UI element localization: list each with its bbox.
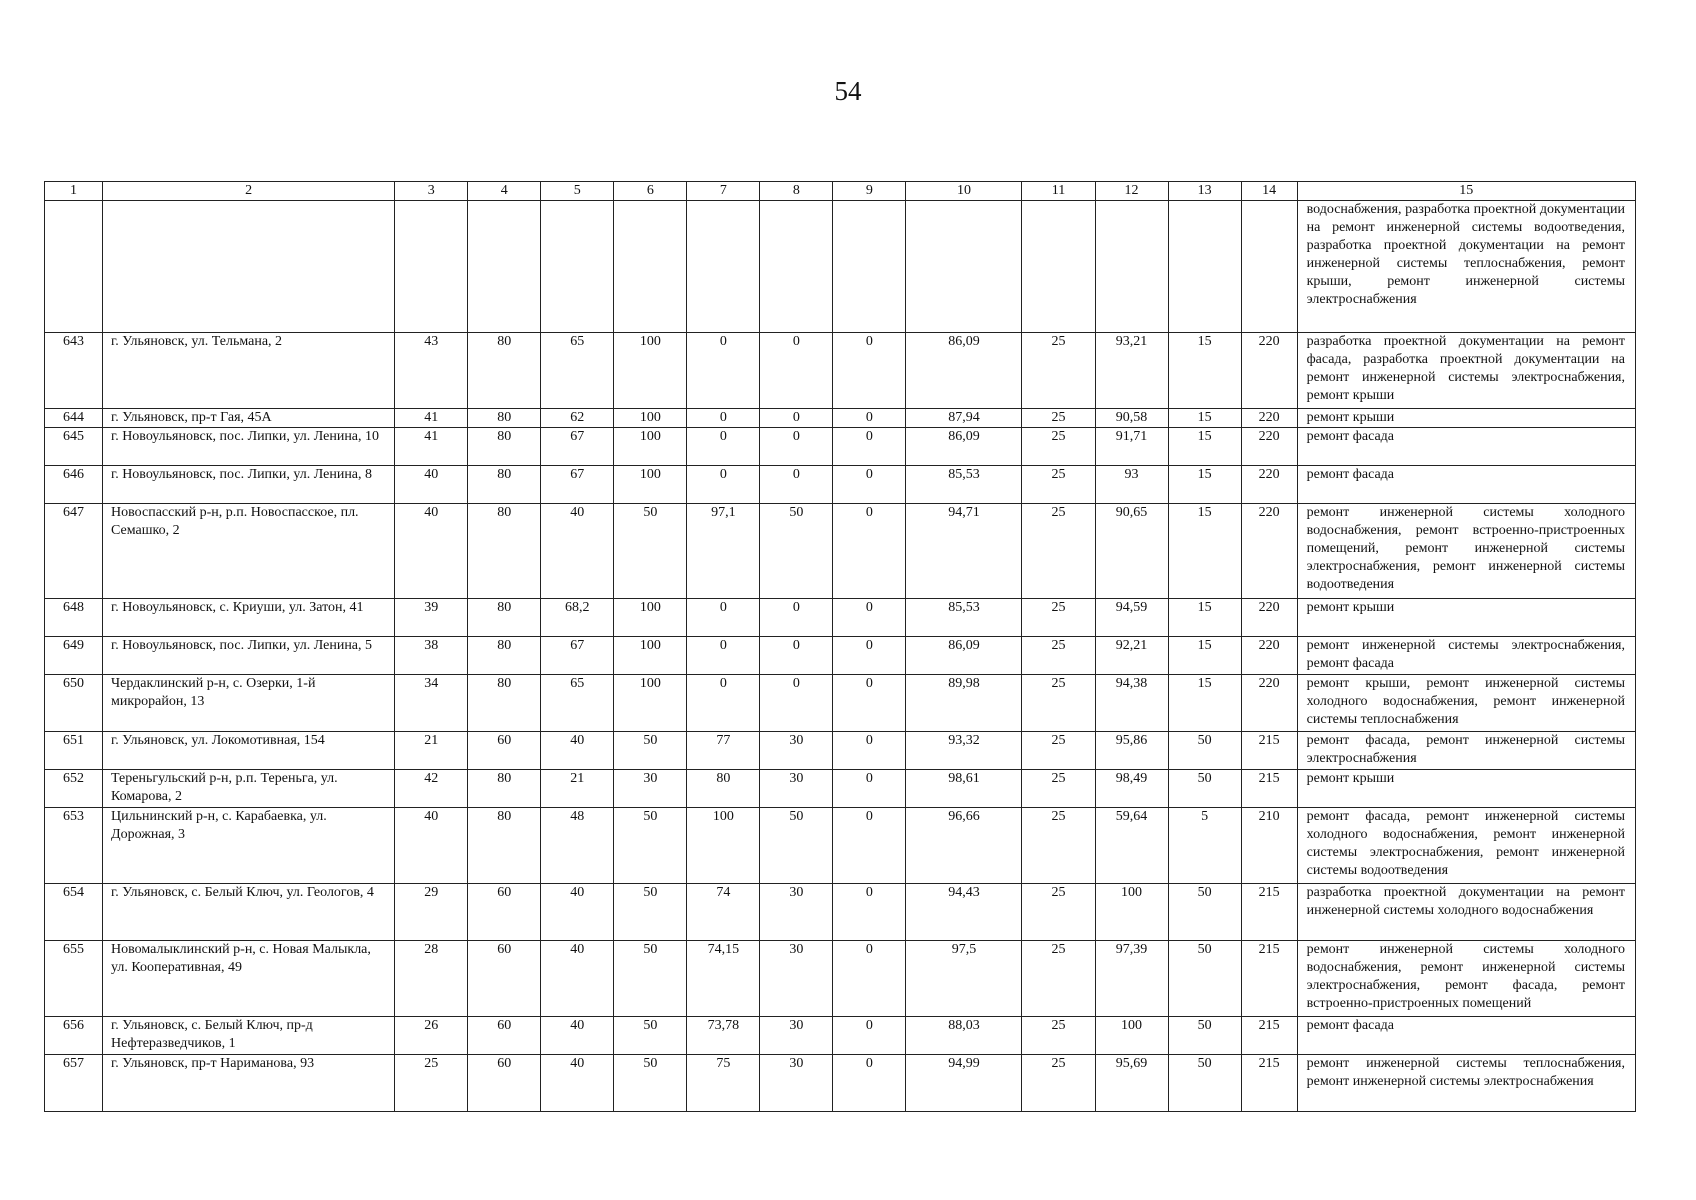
row-address: г. Ульяновск, пр-т Гая, 45А bbox=[103, 409, 395, 428]
cell-col-12: 93 bbox=[1095, 466, 1168, 504]
cell-col-13: 15 bbox=[1168, 409, 1241, 428]
row-number: 646 bbox=[45, 466, 103, 504]
table-row bbox=[45, 504, 1636, 599]
table-row bbox=[45, 201, 1636, 333]
row-address: г. Новоульяновск, с. Криуши, ул. Затон, 41 bbox=[103, 599, 395, 637]
row-address: г. Новоульяновск, пос. Липки, ул. Ленина, 10 bbox=[103, 428, 395, 466]
cell-col-11: 25 bbox=[1022, 637, 1095, 675]
cell-col-11: 25 bbox=[1022, 941, 1095, 1017]
row-work-description: ремонт фасада, ремонт инженерной системы электроснабжения bbox=[1297, 732, 1635, 770]
cell-col-8: 0 bbox=[760, 637, 833, 675]
row-address: г. Ульяновск, ул. Локомотивная, 154 bbox=[103, 732, 395, 770]
cell-col-3: 28 bbox=[395, 941, 468, 1017]
row-work-description: ремонт крыши bbox=[1297, 599, 1635, 637]
column-header: 13 bbox=[1168, 182, 1241, 201]
cell-col-4: 80 bbox=[468, 599, 541, 637]
cell-col-9: 0 bbox=[833, 732, 906, 770]
cell-col-4: 80 bbox=[468, 770, 541, 808]
cell-col-7: 0 bbox=[687, 333, 760, 409]
cell-col-5: 62 bbox=[541, 409, 614, 428]
cell-col-10: 86,09 bbox=[906, 428, 1022, 466]
row-address: Тереньгульский р-н, р.п. Тереньга, ул. Комарова, 2 bbox=[103, 770, 395, 808]
cell-col-10: 88,03 bbox=[906, 1017, 1022, 1055]
cell-col-11: 25 bbox=[1022, 409, 1095, 428]
cell-col-12: 95,69 bbox=[1095, 1055, 1168, 1112]
table-row bbox=[45, 884, 1636, 941]
cell-col-6: 50 bbox=[614, 1055, 687, 1112]
cell-col-4: 80 bbox=[468, 409, 541, 428]
row-address: г. Новоульяновск, пос. Липки, ул. Ленина, 5 bbox=[103, 637, 395, 675]
cell-col-10: 85,53 bbox=[906, 599, 1022, 637]
cell-col-11: 25 bbox=[1022, 333, 1095, 409]
cell-col-13: 15 bbox=[1168, 637, 1241, 675]
cell-col-3 bbox=[395, 201, 468, 333]
table-row bbox=[45, 1055, 1636, 1112]
cell-col-14: 215 bbox=[1241, 732, 1297, 770]
cell-col-5: 40 bbox=[541, 732, 614, 770]
cell-col-7: 74,15 bbox=[687, 941, 760, 1017]
cell-col-12: 100 bbox=[1095, 884, 1168, 941]
cell-col-3: 25 bbox=[395, 1055, 468, 1112]
cell-col-6: 100 bbox=[614, 637, 687, 675]
cell-col-14: 220 bbox=[1241, 637, 1297, 675]
cell-col-6: 50 bbox=[614, 1017, 687, 1055]
cell-col-10: 96,66 bbox=[906, 808, 1022, 884]
cell-col-9: 0 bbox=[833, 770, 906, 808]
cell-col-14: 220 bbox=[1241, 504, 1297, 599]
cell-col-12: 92,21 bbox=[1095, 637, 1168, 675]
table-row bbox=[45, 333, 1636, 409]
row-address: Цильнинский р-н, с. Карабаевка, ул. Дорожная, 3 bbox=[103, 808, 395, 884]
table-row bbox=[45, 732, 1636, 770]
row-number: 656 bbox=[45, 1017, 103, 1055]
cell-col-7: 97,1 bbox=[687, 504, 760, 599]
cell-col-7: 0 bbox=[687, 675, 760, 732]
cell-col-10: 85,53 bbox=[906, 466, 1022, 504]
cell-col-12: 91,71 bbox=[1095, 428, 1168, 466]
cell-col-4: 60 bbox=[468, 732, 541, 770]
row-work-description: ремонт фасада bbox=[1297, 1017, 1635, 1055]
cell-col-13: 50 bbox=[1168, 732, 1241, 770]
row-work-description: ремонт инженерной системы холодного водоснабжения, ремонт инженерной системы электроснабжения, ремонт фасада, ремонт встроенно-пристроенных помещений bbox=[1297, 941, 1635, 1017]
cell-col-7: 100 bbox=[687, 808, 760, 884]
cell-col-7: 74 bbox=[687, 884, 760, 941]
cell-col-5: 65 bbox=[541, 675, 614, 732]
page-number: 54 bbox=[834, 76, 862, 106]
cell-col-9: 0 bbox=[833, 808, 906, 884]
cell-col-5: 67 bbox=[541, 428, 614, 466]
cell-col-7: 77 bbox=[687, 732, 760, 770]
cell-col-4: 60 bbox=[468, 884, 541, 941]
cell-col-7: 0 bbox=[687, 637, 760, 675]
cell-col-10: 87,94 bbox=[906, 409, 1022, 428]
row-number: 648 bbox=[45, 599, 103, 637]
cell-col-7: 75 bbox=[687, 1055, 760, 1112]
row-work-description: ремонт крыши, ремонт инженерной системы холодного водоснабжения, ремонт инженерной системы теплоснабжения bbox=[1297, 675, 1635, 732]
cell-col-14: 215 bbox=[1241, 770, 1297, 808]
cell-col-13: 15 bbox=[1168, 333, 1241, 409]
row-number: 657 bbox=[45, 1055, 103, 1112]
cell-col-7 bbox=[687, 201, 760, 333]
table-row bbox=[45, 675, 1636, 732]
cell-col-6: 50 bbox=[614, 808, 687, 884]
cell-col-13 bbox=[1168, 201, 1241, 333]
cell-col-13: 15 bbox=[1168, 504, 1241, 599]
cell-col-3: 38 bbox=[395, 637, 468, 675]
cell-col-12: 93,21 bbox=[1095, 333, 1168, 409]
row-work-description: ремонт крыши bbox=[1297, 409, 1635, 428]
cell-col-8: 0 bbox=[760, 428, 833, 466]
cell-col-3: 40 bbox=[395, 808, 468, 884]
cell-col-14: 215 bbox=[1241, 1055, 1297, 1112]
table-row bbox=[45, 808, 1636, 884]
cell-col-9 bbox=[833, 201, 906, 333]
cell-col-9: 0 bbox=[833, 675, 906, 732]
row-work-description: ремонт инженерной системы холодного водоснабжения, ремонт встроенно-пристроенных помещений, ремонт инженерной системы электроснабжения, ремонт инженерной системы водоотведения bbox=[1297, 504, 1635, 599]
cell-col-4: 60 bbox=[468, 941, 541, 1017]
row-address: г. Новоульяновск, пос. Липки, ул. Ленина, 8 bbox=[103, 466, 395, 504]
cell-col-8: 50 bbox=[760, 808, 833, 884]
cell-col-9: 0 bbox=[833, 637, 906, 675]
cell-col-14: 215 bbox=[1241, 1017, 1297, 1055]
column-header: 4 bbox=[468, 182, 541, 201]
cell-col-10: 93,32 bbox=[906, 732, 1022, 770]
cell-col-3: 40 bbox=[395, 466, 468, 504]
cell-col-6: 50 bbox=[614, 884, 687, 941]
row-address: г. Ульяновск, с. Белый Ключ, пр-д Нефтеразведчиков, 1 bbox=[103, 1017, 395, 1055]
cell-col-4: 60 bbox=[468, 1055, 541, 1112]
cell-col-14: 215 bbox=[1241, 884, 1297, 941]
row-work-description: ремонт инженерной системы теплоснабжения, ремонт инженерной системы электроснабжения bbox=[1297, 1055, 1635, 1112]
column-header: 3 bbox=[395, 182, 468, 201]
row-address: Чердаклинский р-н, с. Озерки, 1-й микрорайон, 13 bbox=[103, 675, 395, 732]
cell-col-11: 25 bbox=[1022, 884, 1095, 941]
row-work-description: разработка проектной документации на ремонт фасада, разработка проектной документации на ремонт инженерной системы электроснабжения, ремонт крыши bbox=[1297, 333, 1635, 409]
row-number: 655 bbox=[45, 941, 103, 1017]
cell-col-10: 94,71 bbox=[906, 504, 1022, 599]
cell-col-14: 220 bbox=[1241, 675, 1297, 732]
cell-col-14: 215 bbox=[1241, 941, 1297, 1017]
cell-col-5: 67 bbox=[541, 466, 614, 504]
row-address: Новомалыклинский р-н, с. Новая Малыкла, ул. Кооперативная, 49 bbox=[103, 941, 395, 1017]
cell-col-7: 0 bbox=[687, 466, 760, 504]
column-header: 10 bbox=[906, 182, 1022, 201]
cell-col-8: 0 bbox=[760, 333, 833, 409]
cell-col-14 bbox=[1241, 201, 1297, 333]
row-work-description: разработка проектной документации на ремонт инженерной системы холодного водоснабжения bbox=[1297, 884, 1635, 941]
cell-col-13: 5 bbox=[1168, 808, 1241, 884]
cell-col-14: 220 bbox=[1241, 333, 1297, 409]
cell-col-10 bbox=[906, 201, 1022, 333]
cell-col-5: 40 bbox=[541, 1055, 614, 1112]
table-row bbox=[45, 637, 1636, 675]
row-address: Новоспасский р-н, р.п. Новоспасское, пл. Семашко, 2 bbox=[103, 504, 395, 599]
column-header: 14 bbox=[1241, 182, 1297, 201]
cell-col-3: 29 bbox=[395, 884, 468, 941]
cell-col-8: 0 bbox=[760, 409, 833, 428]
cell-col-12: 90,65 bbox=[1095, 504, 1168, 599]
cell-col-11: 25 bbox=[1022, 466, 1095, 504]
row-number: 643 bbox=[45, 333, 103, 409]
cell-col-4: 80 bbox=[468, 466, 541, 504]
row-address: г. Ульяновск, ул. Тельмана, 2 bbox=[103, 333, 395, 409]
row-number: 653 bbox=[45, 808, 103, 884]
cell-col-13: 15 bbox=[1168, 675, 1241, 732]
column-header: 7 bbox=[687, 182, 760, 201]
cell-col-6: 50 bbox=[614, 941, 687, 1017]
cell-col-12: 94,59 bbox=[1095, 599, 1168, 637]
cell-col-12: 97,39 bbox=[1095, 941, 1168, 1017]
cell-col-14: 220 bbox=[1241, 409, 1297, 428]
cell-col-9: 0 bbox=[833, 466, 906, 504]
row-work-description: ремонт крыши bbox=[1297, 770, 1635, 808]
cell-col-6: 100 bbox=[614, 409, 687, 428]
cell-col-4: 80 bbox=[468, 504, 541, 599]
cell-col-3: 40 bbox=[395, 504, 468, 599]
row-address: г. Ульяновск, с. Белый Ключ, ул. Геологов, 4 bbox=[103, 884, 395, 941]
row-number: 645 bbox=[45, 428, 103, 466]
cell-col-14: 220 bbox=[1241, 428, 1297, 466]
cell-col-4 bbox=[468, 201, 541, 333]
cell-col-9: 0 bbox=[833, 428, 906, 466]
cell-col-4: 80 bbox=[468, 808, 541, 884]
cell-col-9: 0 bbox=[833, 1017, 906, 1055]
cell-col-8: 0 bbox=[760, 466, 833, 504]
cell-col-5: 21 bbox=[541, 770, 614, 808]
cell-col-14: 210 bbox=[1241, 808, 1297, 884]
cell-col-12 bbox=[1095, 201, 1168, 333]
cell-col-6: 100 bbox=[614, 466, 687, 504]
cell-col-12: 90,58 bbox=[1095, 409, 1168, 428]
cell-col-10: 86,09 bbox=[906, 333, 1022, 409]
cell-col-11: 25 bbox=[1022, 732, 1095, 770]
cell-col-3: 21 bbox=[395, 732, 468, 770]
cell-col-11: 25 bbox=[1022, 770, 1095, 808]
cell-col-13: 15 bbox=[1168, 466, 1241, 504]
cell-col-5: 40 bbox=[541, 1017, 614, 1055]
cell-col-6: 50 bbox=[614, 732, 687, 770]
cell-col-4: 80 bbox=[468, 675, 541, 732]
cell-col-3: 41 bbox=[395, 428, 468, 466]
row-work-description: водоснабжения, разработка проектной документации на ремонт инженерной системы водоотведения, разработка проектной документации на ремонт инженерной системы теплоснабжения, ремонт крыши, ремонт инженерной системы электроснабжения bbox=[1297, 201, 1635, 333]
cell-col-4: 80 bbox=[468, 333, 541, 409]
cell-col-8: 30 bbox=[760, 1055, 833, 1112]
cell-col-10: 98,61 bbox=[906, 770, 1022, 808]
data-table bbox=[44, 181, 1636, 1112]
row-work-description: ремонт фасада, ремонт инженерной системы холодного водоснабжения, ремонт инженерной системы электроснабжения, ремонт инженерной системы водоотведения bbox=[1297, 808, 1635, 884]
table-row bbox=[45, 466, 1636, 504]
cell-col-11: 25 bbox=[1022, 1017, 1095, 1055]
cell-col-6 bbox=[614, 201, 687, 333]
cell-col-9: 0 bbox=[833, 333, 906, 409]
cell-col-11: 25 bbox=[1022, 675, 1095, 732]
column-header: 6 bbox=[614, 182, 687, 201]
cell-col-13: 15 bbox=[1168, 428, 1241, 466]
cell-col-12: 100 bbox=[1095, 1017, 1168, 1055]
cell-col-3: 41 bbox=[395, 409, 468, 428]
cell-col-6: 50 bbox=[614, 504, 687, 599]
cell-col-4: 80 bbox=[468, 428, 541, 466]
cell-col-10: 86,09 bbox=[906, 637, 1022, 675]
column-header: 5 bbox=[541, 182, 614, 201]
cell-col-6: 100 bbox=[614, 599, 687, 637]
row-number: 649 bbox=[45, 637, 103, 675]
cell-col-5: 67 bbox=[541, 637, 614, 675]
cell-col-9: 0 bbox=[833, 884, 906, 941]
cell-col-9: 0 bbox=[833, 1055, 906, 1112]
cell-col-9: 0 bbox=[833, 941, 906, 1017]
table-row bbox=[45, 409, 1636, 428]
cell-col-13: 50 bbox=[1168, 884, 1241, 941]
cell-col-13: 50 bbox=[1168, 1017, 1241, 1055]
cell-col-8: 0 bbox=[760, 675, 833, 732]
table-row bbox=[45, 1017, 1636, 1055]
cell-col-8 bbox=[760, 201, 833, 333]
cell-col-6: 100 bbox=[614, 428, 687, 466]
row-address: г. Ульяновск, пр-т Нариманова, 93 bbox=[103, 1055, 395, 1112]
cell-col-7: 73,78 bbox=[687, 1017, 760, 1055]
row-number: 652 bbox=[45, 770, 103, 808]
column-header: 11 bbox=[1022, 182, 1095, 201]
column-header: 8 bbox=[760, 182, 833, 201]
cell-col-9: 0 bbox=[833, 409, 906, 428]
cell-col-10: 94,99 bbox=[906, 1055, 1022, 1112]
table-row bbox=[45, 599, 1636, 637]
cell-col-10: 89,98 bbox=[906, 675, 1022, 732]
column-header-row bbox=[45, 182, 1636, 201]
row-work-description: ремонт инженерной системы электроснабжения, ремонт фасада bbox=[1297, 637, 1635, 675]
cell-col-6: 100 bbox=[614, 333, 687, 409]
cell-col-8: 30 bbox=[760, 941, 833, 1017]
cell-col-9: 0 bbox=[833, 599, 906, 637]
cell-col-8: 30 bbox=[760, 1017, 833, 1055]
cell-col-8: 30 bbox=[760, 732, 833, 770]
cell-col-10: 97,5 bbox=[906, 941, 1022, 1017]
cell-col-6: 30 bbox=[614, 770, 687, 808]
cell-col-13: 15 bbox=[1168, 599, 1241, 637]
column-header: 15 bbox=[1297, 182, 1635, 201]
cell-col-12: 59,64 bbox=[1095, 808, 1168, 884]
column-header: 1 bbox=[45, 182, 103, 201]
cell-col-5: 48 bbox=[541, 808, 614, 884]
cell-col-4: 60 bbox=[468, 1017, 541, 1055]
cell-col-11: 25 bbox=[1022, 428, 1095, 466]
row-number: 650 bbox=[45, 675, 103, 732]
cell-col-3: 42 bbox=[395, 770, 468, 808]
cell-col-12: 94,38 bbox=[1095, 675, 1168, 732]
cell-col-5: 68,2 bbox=[541, 599, 614, 637]
row-number: 654 bbox=[45, 884, 103, 941]
cell-col-13: 50 bbox=[1168, 1055, 1241, 1112]
row-number: 651 bbox=[45, 732, 103, 770]
table-row bbox=[45, 428, 1636, 466]
table-body bbox=[45, 201, 1636, 1112]
cell-col-12: 98,49 bbox=[1095, 770, 1168, 808]
cell-col-3: 34 bbox=[395, 675, 468, 732]
row-address bbox=[103, 201, 395, 333]
cell-col-14: 220 bbox=[1241, 599, 1297, 637]
cell-col-14: 220 bbox=[1241, 466, 1297, 504]
cell-col-10: 94,43 bbox=[906, 884, 1022, 941]
cell-col-8: 50 bbox=[760, 504, 833, 599]
cell-col-3: 43 bbox=[395, 333, 468, 409]
cell-col-5: 65 bbox=[541, 333, 614, 409]
cell-col-8: 0 bbox=[760, 599, 833, 637]
row-work-description: ремонт фасада bbox=[1297, 466, 1635, 504]
cell-col-11: 25 bbox=[1022, 1055, 1095, 1112]
cell-col-11: 25 bbox=[1022, 808, 1095, 884]
row-number: 644 bbox=[45, 409, 103, 428]
cell-col-11 bbox=[1022, 201, 1095, 333]
cell-col-5: 40 bbox=[541, 504, 614, 599]
column-header: 12 bbox=[1095, 182, 1168, 201]
cell-col-3: 26 bbox=[395, 1017, 468, 1055]
cell-col-6: 100 bbox=[614, 675, 687, 732]
cell-col-11: 25 bbox=[1022, 599, 1095, 637]
row-work-description: ремонт фасада bbox=[1297, 428, 1635, 466]
cell-col-7: 0 bbox=[687, 409, 760, 428]
cell-col-13: 50 bbox=[1168, 941, 1241, 1017]
cell-col-11: 25 bbox=[1022, 504, 1095, 599]
cell-col-5: 40 bbox=[541, 884, 614, 941]
table-row bbox=[45, 770, 1636, 808]
cell-col-4: 80 bbox=[468, 637, 541, 675]
cell-col-3: 39 bbox=[395, 599, 468, 637]
cell-col-8: 30 bbox=[760, 884, 833, 941]
cell-col-12: 95,86 bbox=[1095, 732, 1168, 770]
cell-col-5: 40 bbox=[541, 941, 614, 1017]
row-number: 647 bbox=[45, 504, 103, 599]
cell-col-7: 80 bbox=[687, 770, 760, 808]
cell-col-7: 0 bbox=[687, 599, 760, 637]
cell-col-7: 0 bbox=[687, 428, 760, 466]
column-header: 9 bbox=[833, 182, 906, 201]
cell-col-9: 0 bbox=[833, 504, 906, 599]
cell-col-13: 50 bbox=[1168, 770, 1241, 808]
table-row bbox=[45, 941, 1636, 1017]
cell-col-5 bbox=[541, 201, 614, 333]
cell-col-8: 30 bbox=[760, 770, 833, 808]
row-number bbox=[45, 201, 103, 333]
column-header: 2 bbox=[103, 182, 395, 201]
